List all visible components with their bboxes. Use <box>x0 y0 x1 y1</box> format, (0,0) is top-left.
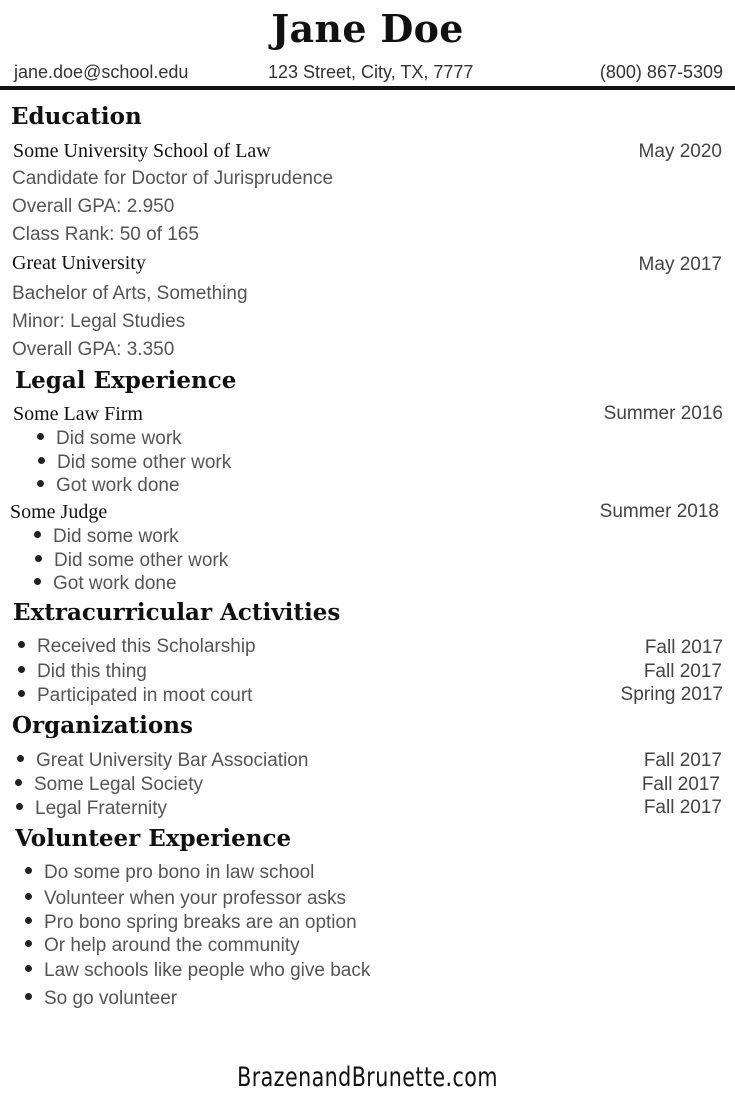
experience-employer: Some Law Firm <box>13 403 143 425</box>
section-heading-volunteer: Volunteer Experience <box>15 825 292 852</box>
bullet-icon <box>34 578 41 585</box>
list-item: Received this Scholarship <box>18 636 256 658</box>
bullet-icon <box>25 867 32 874</box>
experience-employer: Some Judge <box>10 501 108 523</box>
education-detail: Overall GPA: 3.350 <box>12 339 175 360</box>
list-item: Do some pro bono in law school <box>25 862 314 884</box>
bullet-icon <box>17 755 24 762</box>
list-item: Volunteer when your professor asks <box>25 888 346 910</box>
bullet-icon <box>16 803 23 810</box>
list-item: Got work done <box>37 475 180 497</box>
education-detail: Candidate for Doctor of Jurisprudence <box>12 168 334 189</box>
list-item: Did some other work <box>35 550 228 572</box>
education-detail: Class Rank: 50 of 165 <box>12 224 199 245</box>
bullet-icon <box>37 433 44 440</box>
section-heading-education: Education <box>11 103 142 130</box>
contact-address: 123 Street, City, TX, 7777 <box>268 62 474 82</box>
education-date: May 2020 <box>638 141 722 162</box>
list-item: Did some other work <box>38 452 231 474</box>
bullet-icon <box>25 940 32 947</box>
bullet-icon <box>34 531 41 538</box>
activity-date: Fall 2017 <box>643 661 722 682</box>
list-item: Did this thing <box>18 661 147 683</box>
list-item: Did some work <box>34 526 179 548</box>
organization-date: Fall 2017 <box>641 774 720 795</box>
bullet-icon <box>25 965 32 972</box>
activity-date: Fall 2017 <box>644 637 723 658</box>
bullet-icon <box>25 893 32 900</box>
bullet-icon <box>25 993 32 1000</box>
bullet-icon <box>15 779 22 786</box>
education-school: Some University School of Law <box>13 140 271 162</box>
footer-brand: BrazenandBrunette.com <box>237 1062 498 1093</box>
section-heading-organizations: Organizations <box>12 712 193 739</box>
list-item: So go volunteer <box>25 988 177 1010</box>
organization-date: Fall 2017 <box>643 797 722 818</box>
bullet-icon <box>18 666 25 673</box>
section-heading-extracurricular: Extracurricular Activities <box>13 599 341 626</box>
list-item: Participated in moot court <box>18 685 252 707</box>
bullet-icon <box>18 641 25 648</box>
contact-phone: (800) 867-5309 <box>599 62 723 82</box>
education-detail: Minor: Legal Studies <box>12 311 186 332</box>
bullet-icon <box>18 690 25 697</box>
experience-date: Summer 2018 <box>599 501 719 522</box>
list-item: Did some work <box>37 428 182 450</box>
contact-email: jane.doe@school.edu <box>14 62 189 82</box>
list-item: Some Legal Society <box>15 774 203 796</box>
section-heading-legal-experience: Legal Experience <box>15 367 237 394</box>
list-item: Pro bono spring breaks are an option <box>25 912 357 934</box>
header-divider <box>0 86 735 90</box>
list-item: Or help around the community <box>25 935 300 957</box>
list-item: Legal Fraternity <box>16 798 167 820</box>
education-date: May 2017 <box>638 254 722 275</box>
education-detail: Overall GPA: 2.950 <box>12 196 175 217</box>
resume-name: Jane Doe <box>271 6 464 51</box>
list-item: Got work done <box>34 573 177 595</box>
organization-date: Fall 2017 <box>643 750 722 771</box>
bullet-icon <box>35 555 42 562</box>
bullet-icon <box>38 457 45 464</box>
list-item: Great University Bar Association <box>17 750 308 772</box>
list-item: Law schools like people who give back <box>25 960 370 982</box>
experience-date: Summer 2016 <box>603 403 723 424</box>
education-detail: Bachelor of Arts, Something <box>12 283 248 304</box>
activity-date: Spring 2017 <box>620 684 723 705</box>
bullet-icon <box>25 917 32 924</box>
bullet-icon <box>37 480 44 487</box>
education-school: Great University <box>12 252 146 274</box>
